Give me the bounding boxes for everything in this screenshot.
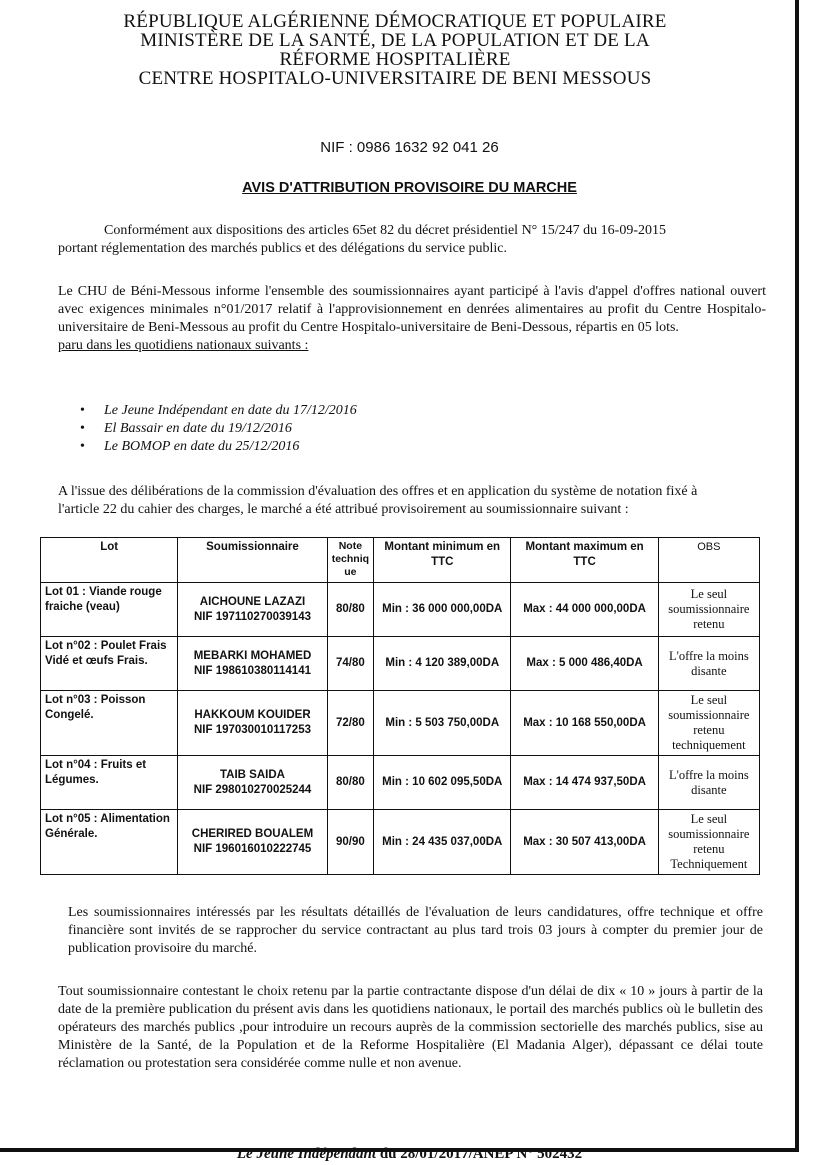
table-row (41, 691, 760, 756)
header-note: Note techniq ue (327, 538, 373, 583)
header-soumissionnaire: Soumissionnaire (178, 538, 327, 583)
attribution-table (40, 537, 760, 875)
publication-list (78, 402, 357, 456)
soumissionnaire-nif: NIF 197110270039143 (193, 610, 311, 623)
footer-anep-reference: du 28/01/2017/ANEP N° 502432 (376, 1146, 583, 1162)
cell-soumissionnaire (178, 637, 327, 691)
table-row (41, 810, 760, 875)
publication-item: • El Bassair en date du 19/12/2016 (78, 420, 357, 438)
header-lot: Lot (41, 538, 178, 583)
cell-min: Min : 24 435 037,00DA (374, 810, 511, 875)
publications-intro: paru dans les quotidiens nationaux suivants : (58, 338, 309, 353)
cell-note: 74/80 (327, 637, 373, 691)
cell-lot: Lot n°04 : Fruits et Légumes. (41, 756, 178, 810)
header-min: Montant minimum en TTC (374, 538, 511, 583)
legal-reference-paragraph (58, 222, 778, 258)
nif-number: NIF : 0986 1632 92 041 26 (320, 139, 499, 156)
table-row (41, 583, 760, 637)
cell-soumissionnaire (178, 583, 327, 637)
cell-max: Max : 30 507 413,00DA (511, 810, 658, 875)
notice-title: AVIS D'ATTRIBUTION PROVISOIRE DU MARCHE (242, 180, 577, 196)
header-obs: OBS (658, 538, 759, 583)
cell-note: 80/80 (327, 583, 373, 637)
cell-note: 72/80 (327, 691, 373, 756)
soumissionnaire-name: AICHOUNE LAZAZI (199, 595, 306, 608)
table-row (41, 637, 760, 691)
cell-min: Min : 36 000 000,00DA (374, 583, 511, 637)
cell-min: Min : 5 503 750,00DA (374, 691, 511, 756)
cell-obs: Le seul soumissionnaire retenu Techniquement (658, 810, 759, 875)
soumissionnaire-name: TAIB SAIDA (220, 768, 285, 781)
cell-obs: L'offre la moins disante (658, 756, 759, 810)
tender-info-paragraph (58, 283, 766, 355)
deliberation-line-2: l'article 22 du cahier des charges, le marché a été attribué provisoirement au soumissionnaire suivant : (58, 502, 629, 517)
tender-info-text: Le CHU de Béni-Messous informe l'ensemble des soumissionnaires ayant participé à l'avis d'appel d'offres national ouvert avec exigences minimales n°01/2017 relatif à l'approvisionnement en denrées alimentaires au profit du Centre Hospitalo-universitaire de Beni-Messous au profit du Centre Hospitalo-universitaire de Beni-Dessous, répartis en 05 lots. (58, 284, 766, 335)
soumissionnaire-nif: NIF 196016010222745 (193, 843, 312, 855)
deliberation-paragraph (58, 483, 768, 519)
cell-lot: Lot n°03 : Poisson Congelé. (41, 691, 178, 756)
header-line-chu: CENTRE HOSPITALO-UNIVERSITAIRE DE BENI MESSOUS (138, 68, 652, 89)
soumissionnaire-nif: NIF 298010270025244 (193, 783, 312, 796)
cell-obs: L'offre la moins disante (658, 637, 759, 691)
cell-min: Min : 10 602 095,50DA (374, 756, 511, 810)
results-access-paragraph: Les soumissionnaires intéressés par les résultats détaillés de l'évaluation de leurs candidatures, offre technique et offre financière sont invités de se rapprocher du service contractant au plus tard trois 03 jours à compter du premier jour de publication provisoire du marché. (68, 905, 763, 956)
publication-item: • Le Jeune Indépendant en date du 17/12/2016 (78, 402, 357, 420)
soumissionnaire-name: MEBARKI MOHAMED (193, 649, 312, 662)
cell-max: Max : 10 168 550,00DA (511, 691, 658, 756)
soumissionnaire-nif: NIF 198610380114141 (193, 664, 311, 677)
table-header-row (41, 538, 760, 583)
header-line-ministry: MINISTÈRE DE LA SANTÉ, DE LA POPULATION ET DE LA (140, 30, 650, 51)
cell-max: Max : 14 474 937,50DA (511, 756, 658, 810)
cell-soumissionnaire (178, 756, 327, 810)
cell-note: 80/80 (327, 756, 373, 810)
cell-min: Min : 4 120 389,00DA (374, 637, 511, 691)
cell-lot: Lot n°02 : Poulet Frais Vidé et œufs Frais. (41, 637, 178, 691)
publication-footer (0, 1146, 819, 1163)
appeal-paragraph: Tout soumissionnaire contestant le choix retenu par la partie contractante dispose d'un délai de dix « 10 » jours à partir de la date de la première publication du présent avis dans les quotidiens nationaux, le portail des marchés publics où le bulletin des opérateurs des marchés publics ,pour introduire un recours auprès de la commission sectorielle des marchés publics, sise au Ministère de la Santé, de la Population et de la Reforme Hospitalière (El Madania Alger), dépassant ce délai toute réclamation ou protestation sera considérée comme nulle et non avenue. (58, 984, 763, 1071)
soumissionnaire-name: HAKKOUM KOUIDER (194, 709, 311, 721)
footer-publication-name: Le Jeune Indépendant (236, 1146, 377, 1162)
cell-note: 90/90 (327, 810, 373, 875)
header-line-republic: RÉPUBLIQUE ALGÉRIENNE DÉMOCRATIQUE ET POPULAIRE (123, 11, 667, 32)
cell-obs: Le seul soumissionnaire retenu (658, 583, 759, 637)
header-max: Montant maximum en TTC (511, 538, 658, 583)
publication-item: • Le BOMOP en date du 25/12/2016 (78, 438, 357, 456)
cell-soumissionnaire (178, 810, 327, 875)
cell-lot: Lot 01 : Viande rouge fraiche (veau) (41, 583, 178, 637)
soumissionnaire-nif: NIF 197030010117253 (193, 724, 311, 736)
document-header (0, 12, 790, 88)
header-line-reform: RÉFORME HOSPITALIÈRE (279, 49, 511, 70)
table-row (41, 756, 760, 810)
cell-max: Max : 44 000 000,00DA (511, 583, 658, 637)
legal-reference-line-1: Conformément aux dispositions des articles 65et 82 du décret présidentiel N° 15/247 du 16-09-2015 (104, 223, 666, 238)
cell-lot: Lot n°05 : Alimentation Générale. (41, 810, 178, 875)
soumissionnaire-name: CHERIRED BOUALEM (191, 828, 314, 840)
legal-reference-line-2: portant réglementation des marchés publics et des délégations du service public. (58, 241, 508, 256)
cell-max: Max : 5 000 486,40DA (511, 637, 658, 691)
cell-obs: Le seul soumissionnaire retenu techniquement (658, 691, 759, 756)
cell-soumissionnaire (178, 691, 327, 756)
deliberation-line-1: A l'issue des délibérations de la commission d'évaluation des offres et en application du système de notation fixé à (58, 484, 698, 499)
